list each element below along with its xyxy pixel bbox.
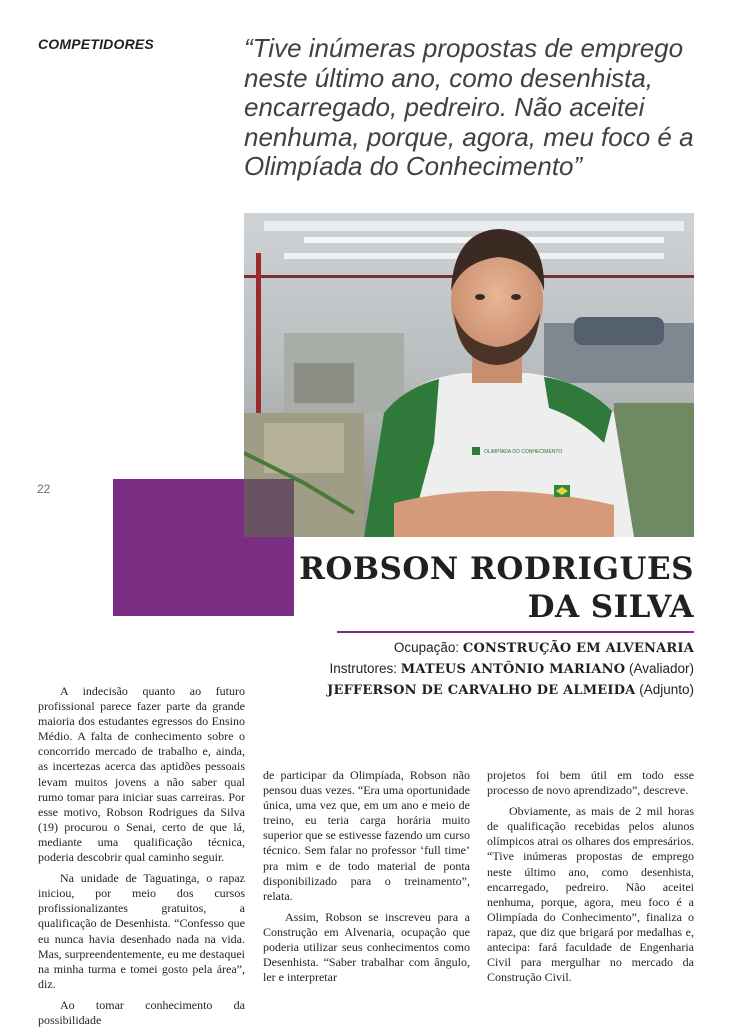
paragraph: Ao tomar conhecimento da possibilidade [38, 997, 245, 1027]
section-label: COMPETIDORES [38, 36, 154, 52]
paragraph: de participar da Olimpíada, Robson não pensou duas vezes. “Era uma oportunidade única, uma vez que, em um ano e meio de treino, eu teria carga horária muito superior que se estivesse fazendo um curso técnico. Sem falar no professor ‘full time’ pra mim e de todo material de ponta disponibilizado para o treinamento”, relata. [263, 768, 470, 903]
paragraph: A indecisão quanto ao futuro profissional parece fazer parte da grande maioria dos estudantes egressos do Ensino Médio. A falta de conhecimento sobre o concorrido mercado de trabalho e, ainda, as incertezas acerca das aptidões pessoais levam muitos jovens a não saber qual rumo tomar para iniciar suas carreiras. Por esse motivo, Robson Rodrigues da Silva (19) procurou o Senai, certo de que lá, mediante uma qualificação técnica, poderia descobrir qual caminho seguir. [38, 684, 245, 865]
instructors-line [327, 659, 694, 680]
occupation-label: Ocupação: [393, 640, 463, 655]
paragraph: Obviamente, as mais de 2 mil horas de qualificação recebidas pelos alunos olímpicos atrai os olhares dos empresários. “Tive inúmeras propostas de emprego neste último ano, como desenhista, encarregado, pedreiro. Não aceitei nenhuma, porque, agora, meu foco é a Olimpíada do Conhecimento”, finaliza o rapaz, que diz que brigará por medalhas e, antecipa: fará faculdade de Engenharia Civil para mergulhar no mercado da Construção Civil. [487, 804, 694, 985]
name-line-2: DA SILVA [527, 589, 694, 625]
instructor-2-role: (Adjunto) [635, 682, 694, 697]
instructor-1-name: MATEUS ANTÔNIO MARIANO [400, 662, 626, 677]
paragraph: Na unidade de Taguatinga, o rapaz iniciou, por meio dos cursos profissionalizantes gratuitos, a qualificação de Desenhista. “Confesso que eu nunca havia desenhado nada na vida. Mas, surpreendentemente, eu me destaquei na minha turma e tomei gosto pela área”, diz. [38, 871, 245, 991]
occupation-line [327, 638, 694, 659]
body-column-1 [38, 684, 245, 1034]
body-column-2 [263, 768, 470, 991]
pull-quote: “Tive inúmeras propostas de emprego neste último ano, como desenhista, encarregado, pedreiro. Não aceitei nenhuma, porque, agora, meu foco é a Olimpíada do Conhecimento” [244, 33, 694, 181]
occupation-value: CONSTRUÇÃO EM ALVENARIA [462, 641, 694, 656]
paragraph: projetos foi bem útil em todo esse processo de novo aprendizado”, descreve. [487, 768, 694, 798]
overlap-shade [244, 479, 294, 537]
body-column-3 [487, 768, 694, 991]
credits [327, 638, 694, 701]
name-divider [337, 631, 694, 633]
portrait-photo [244, 213, 694, 537]
page-number: 22 [37, 482, 51, 496]
name-line-1: ROBSON RODRIGUES [299, 551, 694, 587]
shirt-logo-text: OLIMPÍADA DO CONHECIMENTO [484, 449, 563, 455]
instructor-2-name: JEFFERSON DE CARVALHO DE ALMEIDA [327, 683, 636, 698]
paragraph: Assim, Robson se inscreveu para a Construção em Alvenaria, ocupação que poderia utilizar seus conhecimentos como Desenhista. “Saber trabalhar com ângulo, ler e interpretar [263, 909, 470, 985]
instructors-label: Instrutores: [329, 661, 401, 676]
person-name [299, 550, 694, 626]
instructor-2-line [327, 680, 694, 701]
instructor-1-role: (Avaliador) [625, 661, 694, 676]
